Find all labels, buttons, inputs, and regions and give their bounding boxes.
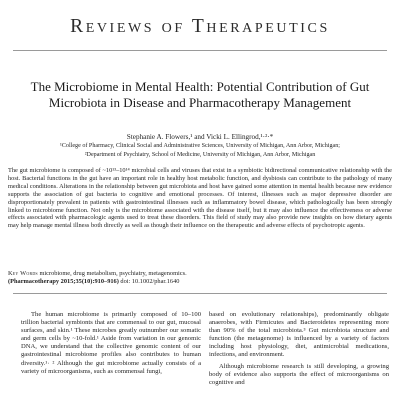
body-column-left <box>21 311 201 376</box>
keywords: microbiome, drug metabolism, psychiatry, metagenomics. <box>39 270 187 277</box>
keywords-line <box>8 270 392 278</box>
header-divider <box>13 50 387 51</box>
citation-journal: (Pharmacotherapy 2015;35(10):910–916) <box>8 278 119 285</box>
citation-doi: doi: 10.1002/phar.1640 <box>118 278 180 285</box>
citation-line <box>8 278 392 286</box>
body-paragraph: Although microbiome research is still developing, a growing body of evidence also supports the effect of microorganisms on cognitive and <box>209 362 389 386</box>
abstract-divider <box>13 293 387 294</box>
body-paragraph: based on evolutionary relationships), predominantly obligate anaerobes, with Firmicutes and Bacteroidetes representing more than 90% of the total microbiota.³ Gut microbiota structure and function (the metagenome) is influenced by a variety of factors including host physiology, diet, antimicrobial medications, infections, and environment. <box>209 311 389 359</box>
body-paragraph: The human microbiome is primarily composed of 10–100 trillion bacterial symbionts that are commensal to our gut, mucosal surfaces, and skin.¹ These microbes greatly outnumber our somatic and germ cells by ~10-fold.¹ Aside from variation in our genomic DNA, we understand that the collective genomic content of our gastrointestinal microbiome profiles also contributes to human diversity.¹· ² Although the gut microbiome actually consists of a variety of microorganisms, such as commensal fungi, <box>21 311 201 375</box>
article-title: The Microbiome in Mental Health: Potential Contribution of Gut Microbiota in Disease and Pharmacotherapy Management <box>30 79 370 110</box>
abstract: The gut microbiome is composed of ~10¹³–10¹⁴ microbial cells and viruses that exist in a symbiotic bidirectional communicative relationship with the host. Bacterial functions in the gut have an important role in healthy host metabolic function, and dysbiosis can contribute to the pathology of many medical conditions. Alterations in the relationship between gut microbiota and host have gained some attention in mental health because new evidence supports the association of gut bacteria to cognitive and emotional processes. Of interest, illnesses such as major depressive disorder are disproportionately prevalent in patients with gastrointestinal illnesses such as inflammatory bowel disease, which pathologically has been strongly linked to microbiome function. Not only is the microbiome associated with the disease itself, but it may also influence the effectiveness or adverse effects associated with pharmacologic agents used to treat these disorders. This field of study may also provide new insights on how dietary agents may help manage mental illness both directly as well as though their influence on the therapeutic and adverse effects of psychotropic agents. <box>8 167 392 230</box>
affiliation-1: ¹College of Pharmacy, Clinical Social and Administrative Sciences, University of Michigan, Ann Arbor, Michigan; <box>60 143 340 149</box>
affiliation-2: ²Department of Psychiatry, School of Medicine, University of Michigan, Ann Arbor, Michigan <box>84 152 316 158</box>
keywords-label: Key Words <box>8 270 38 277</box>
journal-section-title: Reviews of Therapeutics <box>70 16 330 37</box>
body-column-right <box>209 311 389 387</box>
author-list: Stephanie A. Flowers,¹ and Vicki L. Ellingrod,¹·²·* <box>126 133 274 141</box>
